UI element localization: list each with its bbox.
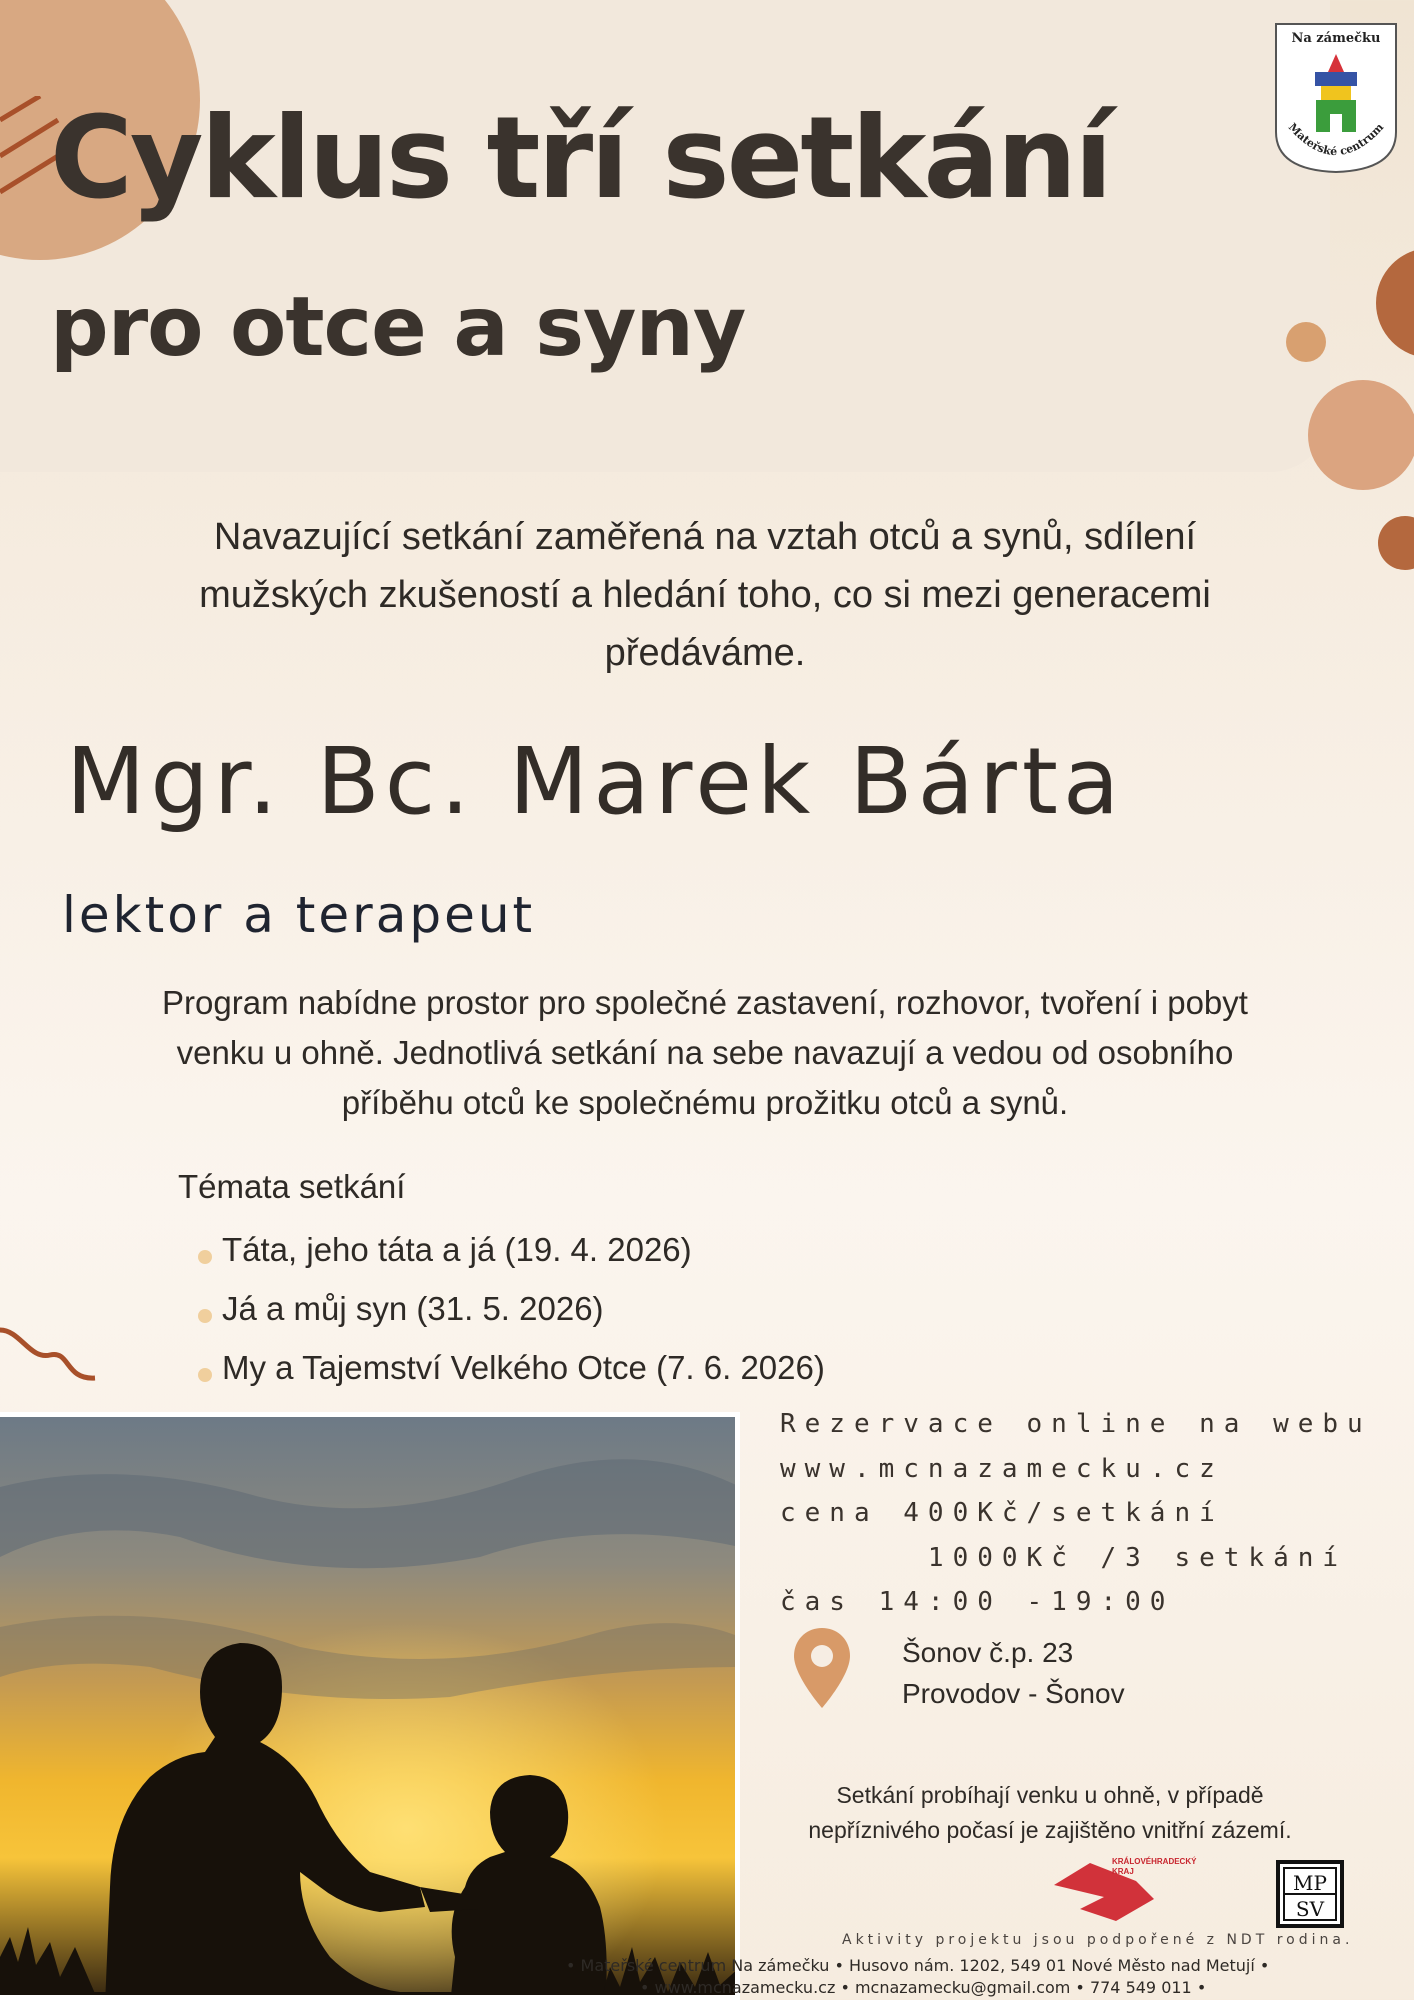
bullet-icon xyxy=(198,1250,212,1264)
bullet-icon xyxy=(198,1368,212,1382)
topics-list xyxy=(196,1220,825,1397)
mc-na-zamecku-logo xyxy=(1272,20,1400,176)
logo-text-bottom: Mateřské centrum xyxy=(1285,120,1387,159)
intro-text: Navazující setkání zaměřená na vztah otců a synů, sdílení mužských zkušeností a hledání toho, co si mezi generacemi předáváme. xyxy=(199,516,1211,674)
topics-heading: Témata setkání xyxy=(178,1168,406,1205)
page-subtitle: pro otce a syny xyxy=(50,280,746,375)
lecturer-name: Mgr. Bc. Marek Bárta xyxy=(66,728,1125,835)
reservation-info xyxy=(780,1402,1372,1625)
list-item xyxy=(196,1279,825,1338)
svg-text:SV: SV xyxy=(1295,1897,1325,1921)
deco-circle-right-dot xyxy=(1378,516,1414,570)
program-text: Program nabídne prostor pro společné zastavení, rozhovor, tvoření i pobyt venku u ohně. Jednotlivá setkání na sebe navazují a vedou od osobního příběhu otců ke společnému prožitku otců a synů. xyxy=(162,984,1248,1121)
sunset-photo xyxy=(0,1412,740,2000)
address-line1: Šonov č.p. 23 xyxy=(902,1637,1074,1668)
footer-address: • Mateřské centrum Na zámečku • Husovo nám. 1202, 549 01 Nové Město nad Metují • xyxy=(566,1956,1270,1975)
topic-text: Táta, jeho táta a já (19. 4. 2026) xyxy=(222,1231,692,1268)
support-note: Aktivity projektu jsou podpořené z NDT rodina. xyxy=(842,1932,1354,1948)
footer-contact: • www.mcnazamecku.cz • mcnazamecku@gmail.com • 774 549 011 • xyxy=(640,1978,1207,1997)
location-pin-icon xyxy=(792,1626,852,1710)
header-panel xyxy=(0,0,1330,472)
reservation-text: Rezervace online na webu xyxy=(780,1409,1372,1439)
topic-text: My a Tajemství Velkého Otce (7. 6. 2026) xyxy=(222,1349,825,1386)
deco-circle-right-big xyxy=(1376,248,1414,358)
deco-squiggle-left xyxy=(0,1320,110,1390)
deco-circle-right-mid xyxy=(1308,380,1414,490)
lecturer-role: lektor a terapeut xyxy=(62,886,536,944)
topic-text: Já a můj syn (31. 5. 2026) xyxy=(222,1290,604,1327)
deco-circle-right-small xyxy=(1286,322,1326,362)
time-text: čas 14:00 -19:00 xyxy=(780,1587,1175,1617)
list-item xyxy=(196,1338,825,1397)
price-cycle: 1000Kč /3 setkání xyxy=(927,1542,1348,1573)
logo-text-top: Na zámečku xyxy=(1291,31,1381,46)
page-title: Cyklus tří setkání xyxy=(50,92,1110,224)
outdoor-note: Setkání probíhají venku u ohně, v případě nepříznivého počasí je zajištěno vnitřní zázemí. xyxy=(808,1782,1292,1843)
website-link[interactable]: www.mcnazamecku.cz xyxy=(780,1453,1224,1484)
list-item xyxy=(196,1220,825,1279)
mpsv-logo xyxy=(1276,1860,1344,1928)
svg-text:MP: MP xyxy=(1293,1871,1327,1895)
kraj-label: KRÁLOVÉHRADECKÝ KRAJ xyxy=(1112,1857,1197,1876)
bullet-icon xyxy=(198,1309,212,1323)
price-single: cena 400Kč/setkání xyxy=(780,1498,1224,1528)
address-line2: Provodov - Šonov xyxy=(902,1678,1125,1709)
address xyxy=(902,1632,1125,1714)
silhouette-image xyxy=(0,1417,740,2000)
